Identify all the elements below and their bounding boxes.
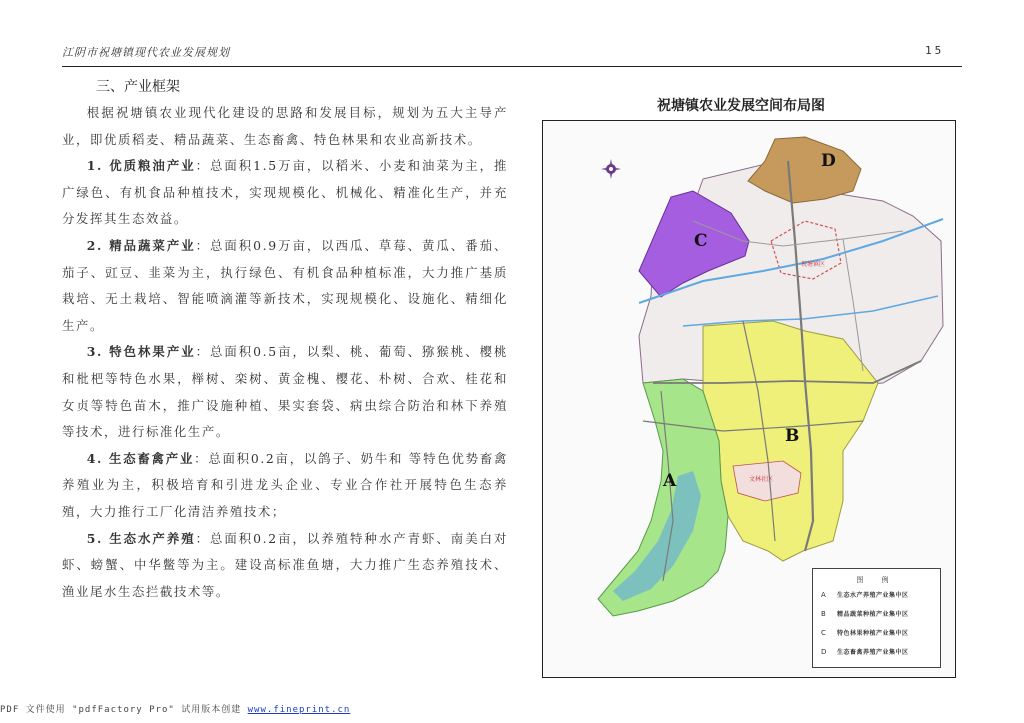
header-title: 江阴市祝塘镇现代农业发展规划	[62, 46, 230, 59]
paragraph-text: ：总面积0.9万亩，以西瓜、草莓、黄瓜、番茄、茄子、豇豆、韭菜为主，执行绿色、有机食品种植标准，大力推广基质栽培、无土栽培、智能喷滴灌等新技术，实现规模化、设施化、精细化生产。	[62, 237, 508, 333]
legend-key: A	[821, 590, 826, 599]
paragraph-aquaculture	[62, 526, 508, 606]
legend-item	[821, 604, 940, 623]
paragraph-text: ：总面积0.2亩，以鸽子、奶牛和 等特色优势畜禽养殖业为主，积极培育和引进龙头企业、专业合作社开展特色生态养殖，大力推行工厂化清洁养殖技术；	[62, 450, 509, 519]
legend-key: D	[821, 647, 827, 656]
legend-key: B	[821, 609, 826, 618]
paragraph-fruit-forest	[62, 339, 508, 445]
page-number: 15	[925, 44, 945, 57]
legend-key: C	[821, 628, 826, 637]
legend-item	[821, 642, 940, 661]
paragraph-grain-oil	[62, 153, 508, 233]
legend-title: 图 例	[856, 576, 897, 584]
paragraph-label: 1. 优质粮油产业	[86, 158, 196, 174]
region-label-b: B	[785, 426, 800, 446]
footer-link[interactable]: www.fineprint.cn	[247, 705, 351, 715]
region-label-d: D	[821, 151, 836, 171]
legend-text: 生态水产养殖产业集中区	[837, 592, 909, 599]
paragraph-text: ：总面积0.5亩，以梨、桃、葡萄、猕猴桃、樱桃和枇杷等特色水果，榉树、栾树、黄金槐、樱花、朴树、合欢、桂花和女贞等特色苗木，推广设施种植、果实套袋、病虫综合防治和林下养殖等技术，进行标准化生产。	[62, 344, 508, 440]
town-label: 祝塘镇区	[801, 261, 826, 268]
legend-item	[821, 623, 940, 642]
paragraph-text: ：总面积0.2亩，以养殖特种水产青虾、南美白对虾、螃蟹、中华鳖等为主。建设高标准鱼塘，大力推广生态养殖技术、渔业尾水生态拦截技术等。	[62, 530, 508, 599]
region-label-a: A	[663, 471, 677, 491]
region-label-c: C	[694, 231, 708, 251]
paragraph-label: 3. 特色林果产业	[86, 344, 196, 360]
legend-item	[821, 585, 940, 604]
header-divider	[62, 66, 962, 67]
industrial-label: 文林社区	[749, 476, 774, 483]
paragraph-livestock	[62, 446, 508, 526]
legend-text: 特色林果种植产业集中区	[837, 630, 909, 637]
section-heading: 三、产业框架	[96, 79, 180, 95]
map-legend	[812, 568, 941, 668]
paragraph-label: 5. 生态水产养殖	[86, 530, 196, 546]
body-text	[62, 100, 508, 605]
footer-text: PDF 文件使用 "pdfFactory Pro" 试用版本创建	[0, 705, 248, 715]
map-title: 祝塘镇农业发展空间布局图	[657, 98, 825, 114]
paragraph-label: 2. 精品蔬菜产业	[86, 237, 196, 253]
legend-text: 精品蔬菜种植产业集中区	[837, 611, 909, 618]
paragraph-label: 4. 生态畜禽产业	[86, 450, 195, 466]
pdf-footer	[0, 702, 350, 715]
compass-rose-icon	[601, 159, 621, 179]
paragraph-vegetables	[62, 233, 508, 339]
intro-paragraph: 根据祝塘镇农业现代化建设的思路和发展目标，规划为五大主导产业，即优质稻麦、精品蔬菜、生态畜禽、特色林果和农业高新技术。	[62, 105, 508, 147]
paragraph-text: ：总面积1.5万亩，以稻米、小麦和油菜为主，推广绿色、有机食品种植技术，实现规模化、机械化、精准化生产，并充分发挥其生态效益。	[62, 158, 508, 227]
legend-text: 生态畜禽养殖产业集中区	[837, 649, 909, 656]
layout-map	[542, 120, 956, 678]
